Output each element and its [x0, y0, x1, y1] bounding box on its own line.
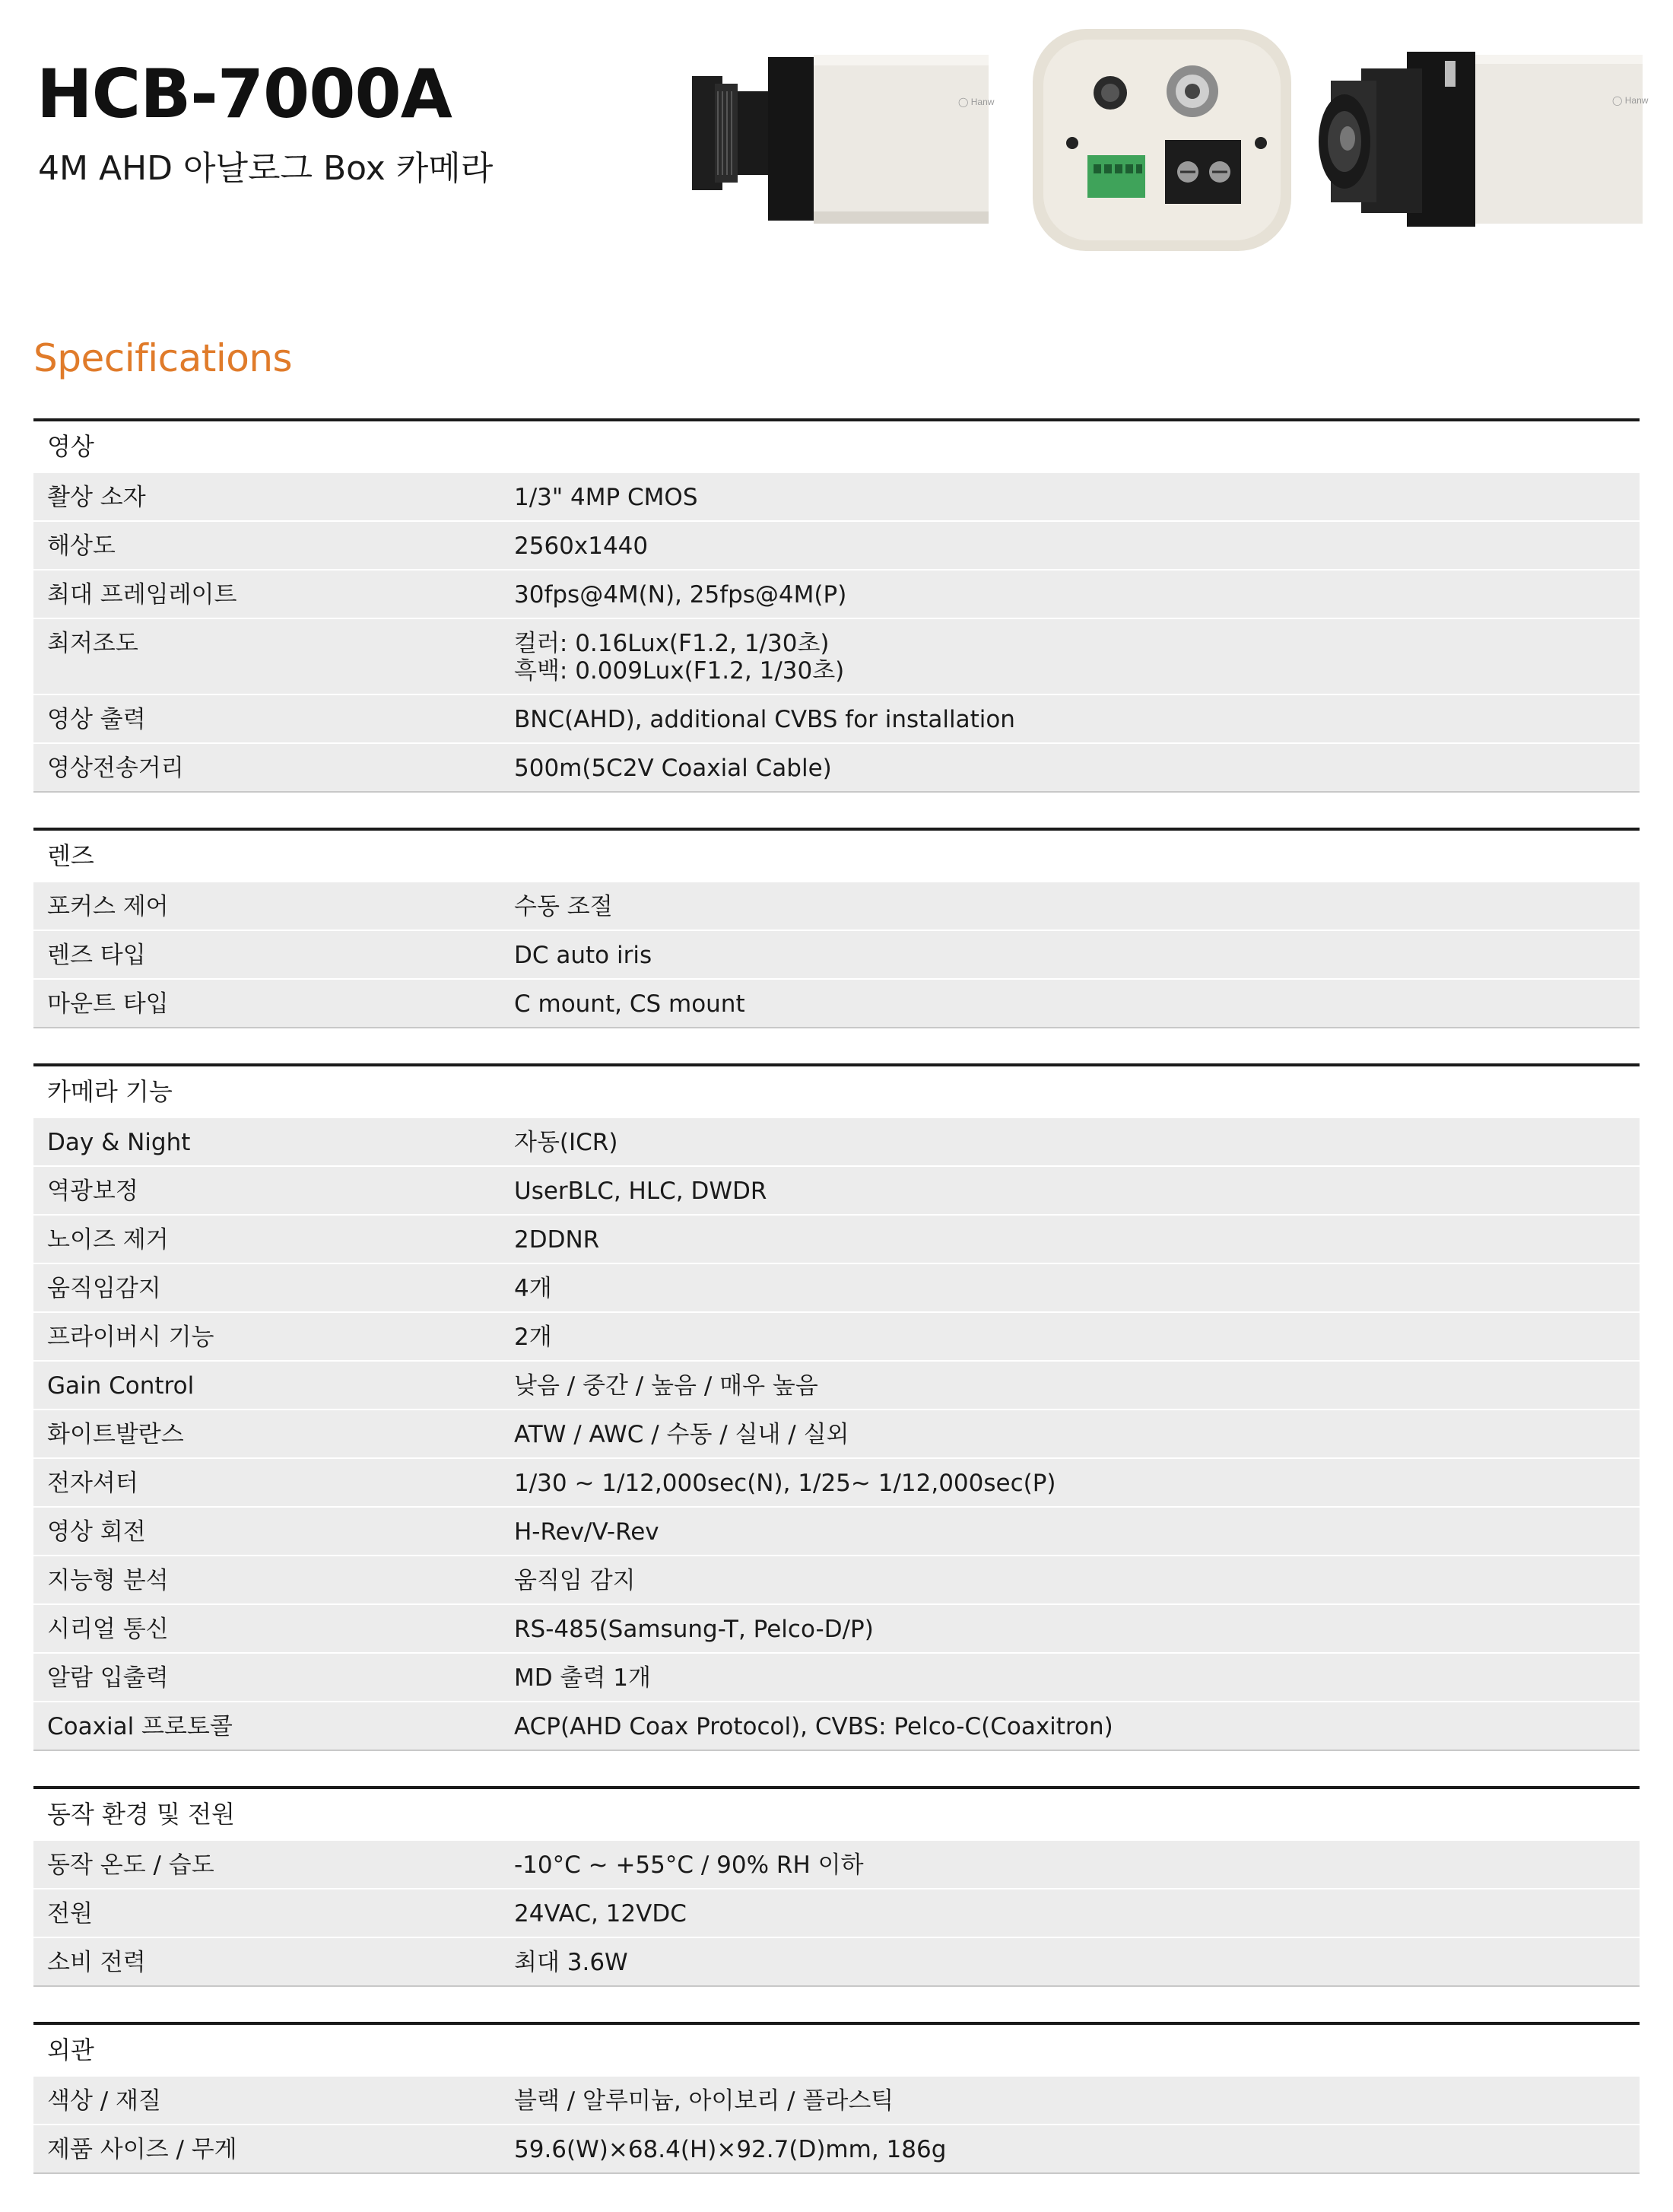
spec-value: MD 출력 1개 [514, 1664, 651, 1692]
spec-row [33, 1506, 1640, 1555]
svg-text:◯ Hanw: ◯ Hanw [1612, 95, 1649, 106]
spec-row [33, 2124, 1640, 2174]
spec-row [33, 881, 1640, 930]
spec-value: 1/30 ~ 1/12,000sec(N), 1/25~ 1/12,000sec(P) [514, 1470, 1056, 1497]
spec-row [33, 1701, 1640, 1751]
spec-row [33, 1839, 1640, 1888]
spec-row [33, 1457, 1640, 1506]
spec-value: 2DDNR [514, 1226, 600, 1254]
spec-label: 촬상 소자 [47, 484, 146, 511]
spec-row [33, 694, 1640, 742]
spec-section [33, 2022, 1640, 2174]
spec-row [33, 1263, 1640, 1311]
spec-row [33, 930, 1640, 978]
spec-row [33, 978, 1640, 1028]
spec-value: 수동 조절 [514, 893, 613, 920]
spec-value: 1/3" 4MP CMOS [514, 484, 698, 511]
spec-label: Gain Control [47, 1372, 195, 1400]
spec-label: 동작 온도 / 습도 [47, 1851, 214, 1879]
spec-row [33, 1409, 1640, 1457]
spec-value: 500m(5C2V Coaxial Cable) [514, 755, 832, 782]
spec-row [33, 1214, 1640, 1263]
spec-label: 해상도 [47, 532, 116, 560]
section-title: 외관 [33, 2022, 1640, 2075]
spec-row [33, 2075, 1640, 2124]
spec-table [33, 418, 1640, 2209]
spec-section [33, 418, 1640, 793]
section-title: 영상 [33, 418, 1640, 472]
spec-section [33, 1786, 1640, 1987]
spec-row [33, 1117, 1640, 1165]
spec-row [33, 618, 1640, 694]
spec-label: 최대 프레임레이트 [47, 581, 237, 609]
spec-value: 자동(ICR) [514, 1129, 618, 1156]
spec-label: 렌즈 타입 [47, 942, 146, 969]
camera-rear-photo [1025, 15, 1299, 259]
spec-value: ACP(AHD Coax Protocol), CVBS: Pelco-C(Coaxitron) [514, 1713, 1113, 1740]
spec-label: 마운트 타입 [47, 990, 169, 1018]
model-name: HCB-7000A [37, 55, 452, 133]
spec-label: Day & Night [47, 1129, 191, 1156]
spec-value: 컬러: 0.16Lux(F1.2, 1/30초) 흑백: 0.009Lux(F1.2, 1/30초) [514, 630, 845, 685]
spec-row [33, 1937, 1640, 1987]
spec-value: 59.6(W)×68.4(H)×92.7(D)mm, 186g [514, 2136, 947, 2163]
spec-label: 시리얼 통신 [47, 1616, 169, 1643]
spec-value: BNC(AHD), additional CVBS for installation [514, 706, 1015, 733]
spec-label: 움직임감지 [47, 1275, 161, 1302]
spec-value: DC auto iris [514, 942, 652, 969]
spec-label: 역광보정 [47, 1178, 138, 1205]
spec-label: 제품 사이즈 / 무게 [47, 2136, 237, 2163]
spec-row [33, 742, 1640, 793]
spec-label: 최저조도 [47, 630, 138, 657]
spec-value: UserBLC, HLC, DWDR [514, 1178, 767, 1205]
product-subtitle: 4M AHD 아날로그 Box 카메라 [38, 149, 494, 188]
spec-value: 30fps@4M(N), 25fps@4M(P) [514, 581, 847, 609]
spec-value: 2개 [514, 1324, 552, 1351]
svg-text:◯ Hanw: ◯ Hanw [958, 97, 995, 107]
spec-value: 최대 3.6W [514, 1949, 628, 1976]
spec-row [33, 1652, 1640, 1701]
spec-value: 낮음 / 중간 / 높음 / 매우 높음 [514, 1372, 818, 1400]
camera-front-photo [1331, 15, 1649, 259]
spec-label: 영상 회전 [47, 1518, 146, 1546]
spec-value: ATW / AWC / 수동 / 실내 / 실외 [514, 1421, 849, 1448]
spec-label: 영상 출력 [47, 706, 146, 733]
specifications-heading: Specifications [33, 336, 293, 380]
spec-label: 알람 입출력 [47, 1664, 169, 1692]
spec-label: 전자셔터 [47, 1470, 138, 1497]
spec-row [33, 1555, 1640, 1603]
section-title: 동작 환경 및 전원 [33, 1786, 1640, 1839]
spec-label: 소비 전력 [47, 1949, 146, 1976]
spec-label: Coaxial 프로토콜 [47, 1713, 233, 1740]
camera-side-photo [684, 15, 995, 259]
spec-label: 영상전송거리 [47, 755, 184, 782]
spec-row [33, 1311, 1640, 1360]
spec-section [33, 1063, 1640, 1751]
spec-value: -10°C ~ +55°C / 90% RH 이하 [514, 1851, 864, 1879]
spec-value: C mount, CS mount [514, 990, 745, 1018]
spec-value: 4개 [514, 1275, 552, 1302]
spec-value: 움직임 감지 [514, 1567, 636, 1594]
spec-label: 전원 [47, 1900, 93, 1928]
spec-section [33, 828, 1640, 1028]
spec-label: 색상 / 재질 [47, 2087, 161, 2115]
spec-row [33, 520, 1640, 569]
section-title: 렌즈 [33, 828, 1640, 881]
spec-label: 포커스 제어 [47, 893, 169, 920]
product-photos [684, 15, 1649, 259]
spec-value: 24VAC, 12VDC [514, 1900, 687, 1928]
spec-row [33, 569, 1640, 618]
spec-label: 화이트발란스 [47, 1421, 184, 1448]
spec-row [33, 1603, 1640, 1652]
spec-value: 블랙 / 알루미늄, 아이보리 / 플라스틱 [514, 2087, 894, 2115]
spec-row [33, 1360, 1640, 1409]
spec-row [33, 472, 1640, 520]
spec-label: 프라이버시 기능 [47, 1324, 214, 1351]
spec-row [33, 1165, 1640, 1214]
spec-value: RS-485(Samsung-T, Pelco-D/P) [514, 1616, 874, 1643]
section-title: 카메라 기능 [33, 1063, 1640, 1117]
spec-value: H-Rev/V-Rev [514, 1518, 659, 1546]
spec-label: 지능형 분석 [47, 1567, 169, 1594]
spec-value: 2560x1440 [514, 532, 649, 560]
spec-row [33, 1888, 1640, 1937]
spec-label: 노이즈 제거 [47, 1226, 169, 1254]
